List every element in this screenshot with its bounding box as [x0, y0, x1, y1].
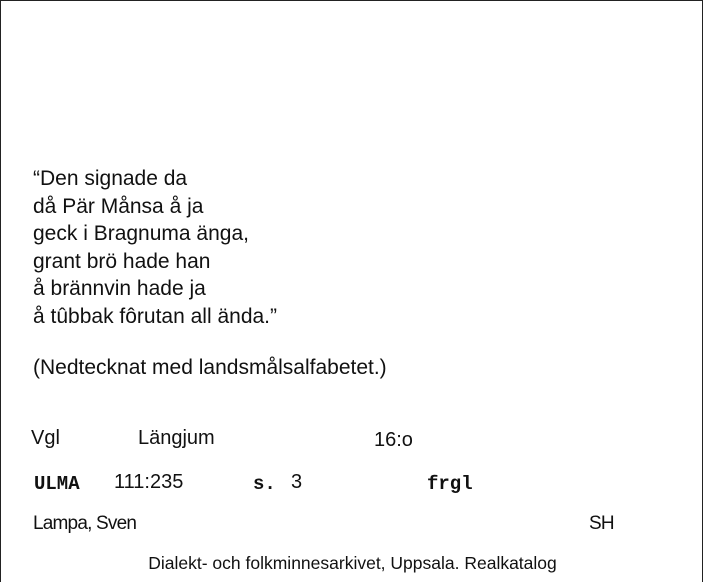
page-label: s.: [253, 473, 276, 495]
code-field: 16:o: [374, 429, 413, 451]
province-field: Vgl: [31, 427, 60, 449]
recorder-name: Lampa, Sven: [33, 513, 137, 534]
parish-field: Längjum: [138, 427, 215, 449]
poem-line: geck i Bragnuma änga,: [33, 222, 249, 245]
poem-line: å brännvin hade ja: [33, 277, 206, 300]
transcription-note: (Nedtecknat med landsmålsalfabetet.): [33, 356, 387, 379]
poem-line: å tûbbak fôrutan all ända.”: [33, 304, 278, 328]
poem-line: grant brö hade han: [33, 249, 211, 273]
archive-label: ULMA: [34, 473, 80, 495]
initials: SH: [589, 513, 614, 534]
poem-text: [33, 165, 277, 330]
category-field: frgl: [427, 473, 473, 495]
archive-number: 111:235: [114, 471, 184, 493]
page-number: 3: [291, 471, 303, 493]
poem-line: då Pär Månsa å ja: [33, 194, 204, 218]
archive-footer: Dialekt- och folkminnesarkivet, Uppsala. Realkatalog: [148, 553, 557, 573]
poem-line: “Den signade da: [33, 167, 188, 190]
